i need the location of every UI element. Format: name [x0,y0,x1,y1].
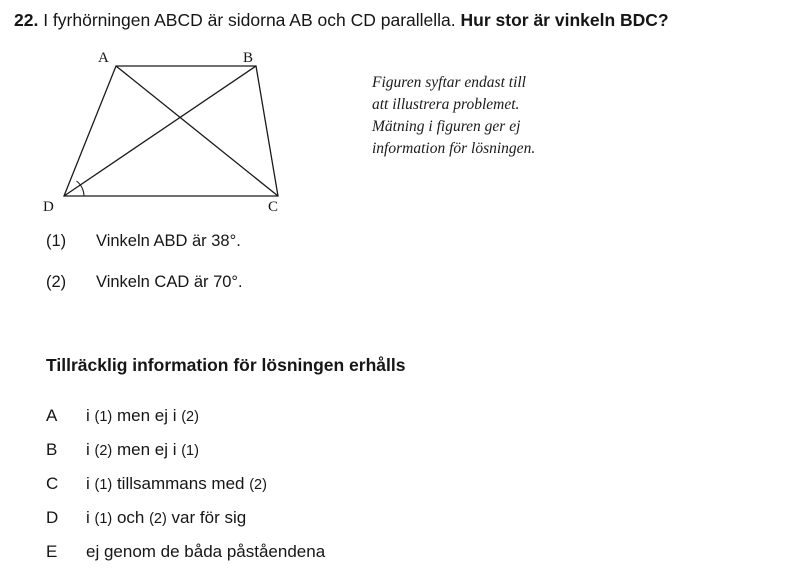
vertex-label-c: C [268,199,279,215]
figure-note-line-4: information för lösningen. [372,140,536,157]
question-prompt: Hur stor är vinkeln BDC? [460,10,669,30]
option-row-c[interactable] [46,474,546,508]
option-row-e[interactable] [46,542,546,576]
option-text: i (1) men ej i (2) [86,406,199,425]
statement-text: Vinkeln CAD är 70°. [96,273,243,291]
vertex-label-d: D [43,199,54,215]
option-row-b[interactable] [46,440,546,474]
statement-number: (1) [46,232,67,250]
sufficiency-heading: Tillräcklig information för lösningen erhålls [46,355,406,375]
option-letter: D [46,508,59,527]
statements-list [46,232,546,314]
figure-note [372,72,535,160]
vertex-label-b: B [243,50,254,66]
figure-note-line-3: Mätning i figuren ger ej [372,118,521,135]
option-text: i (1) tillsammans med (2) [86,474,267,493]
quadrilateral-figure [40,44,340,229]
option-text: ej genom de båda påståendena [86,542,326,561]
option-letter: C [46,474,59,493]
question-header [14,8,789,32]
figure-note-line-2: att illustrera problemet. [372,96,520,113]
question-number: 22. [14,10,39,30]
quadrilateral-outline [64,66,278,196]
option-text: i (1) och (2) var för sig [86,508,247,527]
figure-note-line-1: Figuren syftar endast till [372,74,526,91]
option-row-a[interactable] [46,406,546,440]
diagonal-bd [64,66,256,196]
figure-svg [40,44,340,229]
option-letter: A [46,406,58,425]
option-letter: B [46,440,58,459]
statement-text: Vinkeln ABD är 38°. [96,232,241,250]
diagonal-ac [116,66,278,196]
vertex-label-a: A [98,50,109,66]
answer-options [46,406,546,576]
statement-item [46,232,546,251]
option-row-d[interactable] [46,508,546,542]
option-letter: E [46,542,58,561]
option-text: i (2) men ej i (1) [86,440,199,459]
statement-number: (2) [46,273,67,291]
statement-item [46,273,546,292]
question-text: I fyrhörningen ABCD är sidorna AB och CD parallella. [43,10,456,30]
